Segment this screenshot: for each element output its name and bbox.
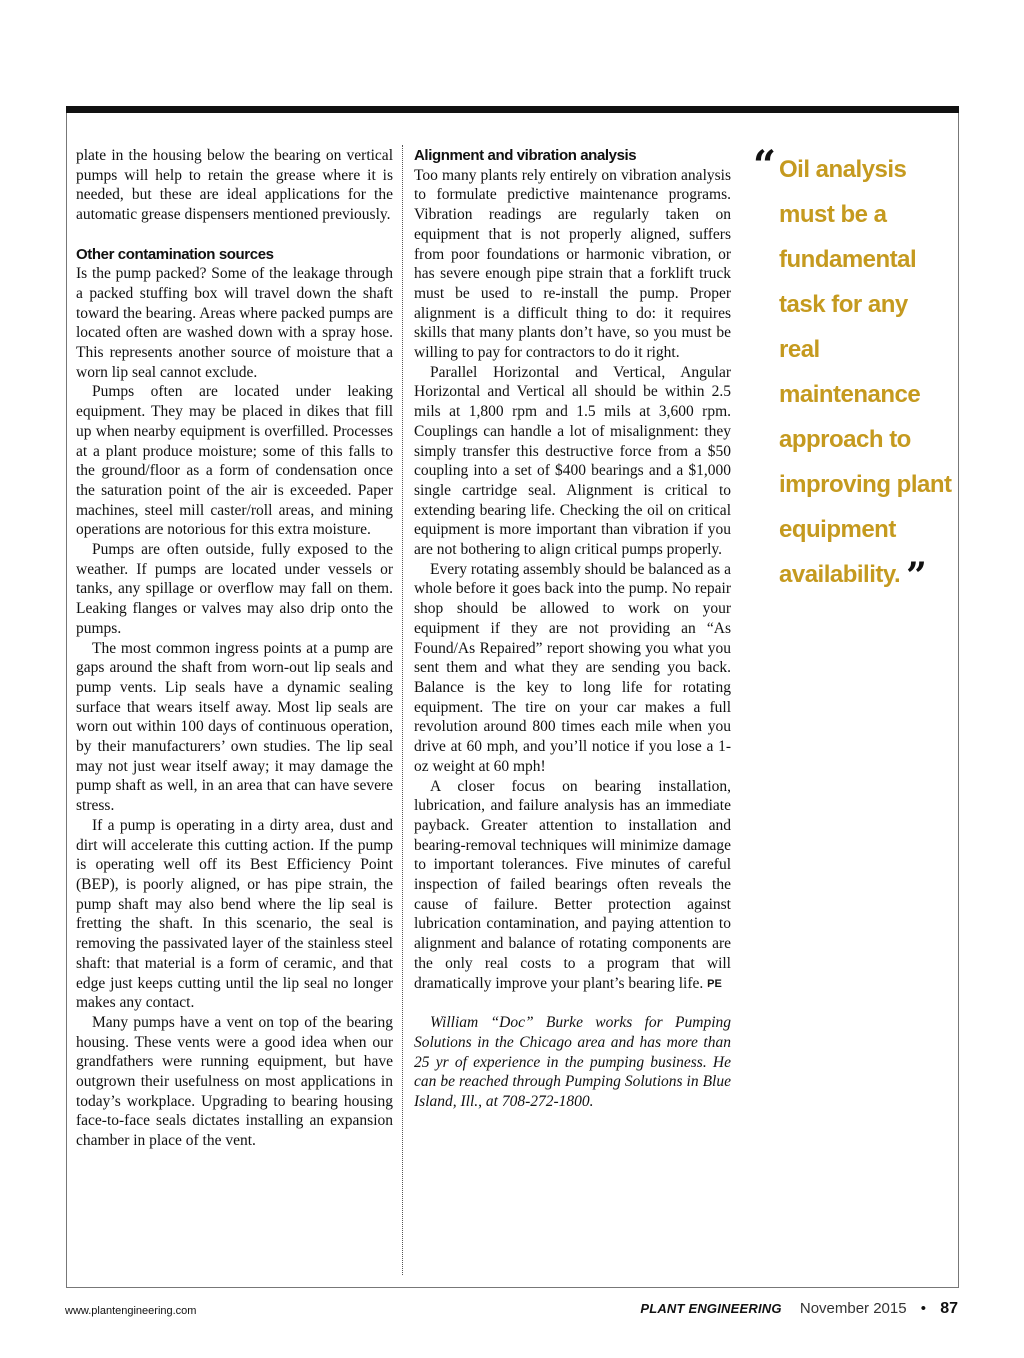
issue-date: November 2015 — [799, 1300, 907, 1317]
paragraph: plate in the housing below the bearing on vertical pumps will help to retain the grease where it is needed, but these are ideal applications for the automatic grease dispensers mentioned previously. — [76, 147, 393, 224]
pull-quote — [753, 142, 953, 599]
section-heading: Alignment and vibration analysis — [414, 147, 637, 164]
pull-quote-line: equipment — [779, 516, 896, 543]
section-heading: Other contamination sources — [76, 245, 274, 263]
publication-name: PLANT ENGINEERING — [640, 1301, 782, 1316]
paragraph: Every rotating assembly should be balanced as a whole before it goes back into the pump. No repair shop should be allowed to work on your equipment if they are not providing an “As Found/As Repaired” report showing you what you sent them and what they are sending you back. Balance is the key to long life for rotating equipment. The tire on your car makes a full revolution around 800 times each mile when you drive at 60 mph, and you’ll notice if you lose a 1-oz weight at 60 mph! — [414, 560, 731, 775]
pull-quote-line: fundamental — [779, 246, 917, 273]
paragraph: Pumps often are located under leaking equipment. They may be placed in dikes that fill up when nearby equipment is overfilled. Processes at a plant produce moisture; some of this falls to the ground/floor as a form of condensation once the saturation point of the air is exceeded. Paper machines, steel mill caster/roll areas, and mining operations are notorious for this extra moisture. — [76, 383, 393, 539]
paragraph — [414, 777, 731, 995]
pull-quote-line: approach to — [779, 426, 911, 453]
open-quote-icon: “ — [753, 142, 777, 189]
paragraph: Many pumps have a vent on top of the bearing housing. These vents were a good idea when our grandfathers were running equipment, but have outgrown their usefulness on most applications in today’s workplace. Upgrading to bearing housing face-to-face seals dictates installing an expansion chamber in place of the vent. — [76, 1013, 393, 1150]
author-bio: William “Doc” Burke works for Pumping Solutions in the Chicago area and has more than 25 yr of experience in the pumping business. He can be reached through Pumping Solutions in Blue Island, Ill., at 708-272-1800. — [414, 1014, 731, 1111]
pull-quote-line: availability. — [779, 561, 901, 588]
article-column-1 — [76, 146, 393, 1151]
top-rule — [66, 106, 959, 113]
paragraph: Too many plants rely entirely on vibration analysis to formulate predictive maintenance programs. Vibration readings are regularly taken on equipment that is not properly aligned, suffers from poor foundations or harmonic vibration, or has severe enough pipe strain that a forklift truck must be used to re-install the pump. Proper alignment is a difficult thing to do: it requires skills that many plants don’t have, so you must be willing to pay for contractors to do it right. — [414, 166, 731, 362]
separator-dot: • — [920, 1300, 927, 1317]
pull-quote-line: must be a — [779, 201, 887, 228]
paragraph-text: A closer focus on bearing installation, lubrication, and failure analysis has an immediate payback. Greater attention to installation and bearing-removal techniques will minimize damage to important tolerances. Five minutes of careful inspection of failed bearings often reveals the cause of failure. Better protection against lubrication contamination, and paying attention to alignment and balance of rotating components are the only real costs to a program that will dramatically improve your plant’s bearing life. — [414, 777, 731, 992]
paragraph: Pumps are often outside, fully exposed to the weather. If pumps are located under vessels or tanks, any spillage or overflow may fall on them. Leaking flanges or valves may also drip onto the pumps. — [76, 541, 393, 637]
close-quote-icon: ” — [906, 555, 927, 597]
frame-bottom-rule — [66, 1287, 959, 1288]
pull-quote-last-line — [753, 552, 953, 599]
pe-end-mark-icon: PE — [707, 977, 722, 990]
article-column-2 — [414, 146, 731, 1112]
footer-folio — [640, 1300, 958, 1318]
pull-quote-line: improving plant — [779, 471, 952, 498]
pull-quote-line: Oil analysis — [779, 156, 907, 183]
frame-left-rule — [66, 113, 67, 1288]
column-divider — [402, 145, 403, 1275]
paragraph: The most common ingress points at a pump are gaps around the shaft from worn-out lip seals and pump vents. Lip seals have a dynamic sealing surface that wears itself away. Most lip seals are worn out within 100 days of continuous operation, by their manufacturers’ own studies. The lip seal may not just wear itself away; it may damage the pump shaft as well, in an area that can have severe stress. — [76, 639, 393, 815]
paragraph: Parallel Horizontal and Vertical, Angular Horizontal and Vertical all should be within 2.5 mils at 1,800 rpm and 1.5 mils at 3,600 rpm. Couplings can handle a lot of misalignment: they simply transfer this destructive force from a $50 coupling into a set of $400 bearings and a $1,000 single cartridge seal. Alignment is critical to extending bearing life. Checking the oil on critical equipment is more important than vibration if you are not bothering to align critical pumps properly. — [414, 363, 731, 559]
footer-website-link[interactable]: www.plantengineering.com — [65, 1305, 197, 1317]
paragraph: Is the pump packed? Some of the leakage through a packed stuffing box will travel down the shaft toward the bearing. Areas where packed pumps are located often are washed down with a spray hose. This represents another source of moisture that a worn lip seal cannot exclude. — [76, 265, 393, 381]
pull-quote-line: maintenance — [779, 381, 921, 408]
frame-right-rule — [958, 113, 959, 1288]
pull-quote-line: task for any real — [779, 291, 908, 363]
paragraph: If a pump is operating in a dirty area, dust and dirt will accelerate this cutting action. If the pump is operating well off its Best Efficiency Point (BEP), is poorly aligned, or has pipe strain, the pump shaft may also bend where the lip seal is fretting the shaft. In this scenario, the seal is removing the passivated layer of the stainless steel shaft: that material is a form of ceramic, and that edge just keeps cutting until the lip seal no longer makes any contact. — [76, 816, 393, 1012]
page-number: 87 — [940, 1300, 958, 1317]
